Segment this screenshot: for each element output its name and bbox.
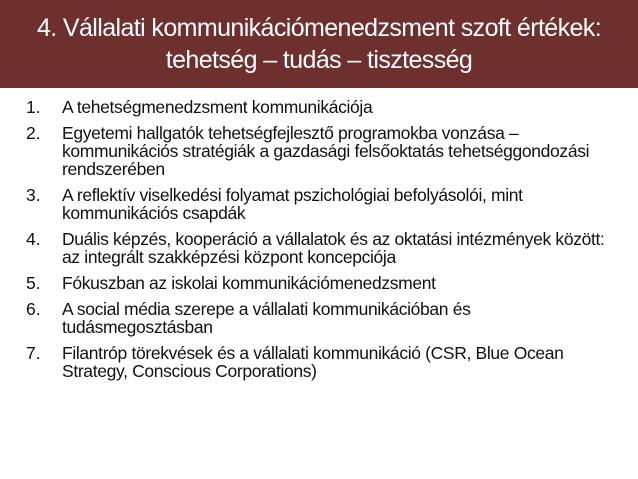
list-item-number: 5. — [26, 273, 41, 293]
list-item-number: 7. — [26, 343, 41, 363]
list-item-text: Filantróp törekvések és a vállalati kommunikáció (CSR, Blue Ocean Strategy, Conscious Corporations) — [62, 343, 564, 381]
list-item-text: A tehetségmenedzsment kommunikációja — [62, 97, 373, 117]
list-item-number: 1. — [26, 97, 41, 117]
list-item — [0, 344, 638, 380]
slide-content — [0, 98, 638, 388]
list-item-text: A social média szerepe a vállalati kommunikációban és tudásmegosztásban — [62, 299, 471, 337]
list-item — [0, 274, 638, 292]
list-item — [0, 98, 638, 116]
list-item-text: Fókuszban az iskolai kommunikációmenedzsment — [62, 273, 436, 293]
list-item-number: 6. — [26, 299, 41, 319]
list-item — [0, 124, 638, 178]
list-item — [0, 186, 638, 222]
list-item — [0, 300, 638, 336]
slide-title: 4. Vállalati kommunikációmenedzsment szoft értékek: tehetség – tudás – tisztesség — [36, 14, 602, 74]
list-item-number: 4. — [26, 229, 41, 249]
list-item-number: 2. — [26, 123, 41, 143]
topic-list — [0, 98, 638, 380]
slide-header — [0, 0, 638, 88]
list-item — [0, 230, 638, 266]
list-item-text: A reflektív viselkedési folyamat pszichológiai befolyásolói, mint kommunikációs csapdák — [62, 185, 523, 223]
list-item-number: 3. — [26, 185, 41, 205]
list-item-text: Egyetemi hallgatók tehetségfejlesztő programokba vonzása – kommunikációs stratégiák a gazdasági felsőoktatás tehetséggondozási rendszerében — [62, 123, 590, 179]
list-item-text: Duális képzés, kooperáció a vállalatok és az oktatási intézmények között: az integrált szakképzési központ koncepciója — [62, 229, 605, 267]
